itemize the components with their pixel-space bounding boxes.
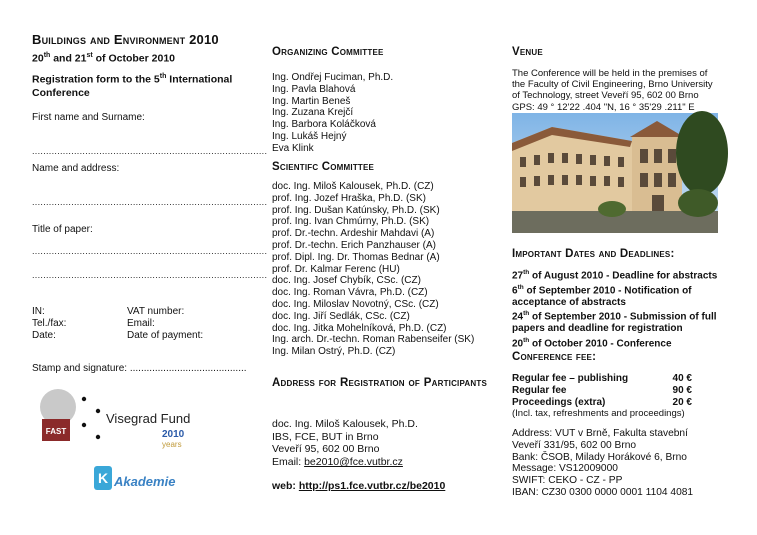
conference-title: Buildings and Environment 2010	[32, 32, 219, 47]
d-num: 27	[512, 270, 524, 282]
organizing-member: Eva Klink	[272, 142, 314, 154]
scientific-member: prof. Dr.-techn. Erich Panzhauser (A)	[272, 239, 436, 251]
scientific-committee-list	[272, 181, 474, 358]
email-link[interactable]: be2010@fce.vutbr.cz	[304, 456, 403, 468]
fee-amount: 40 €	[672, 373, 692, 384]
fee-row	[512, 373, 692, 385]
organizing-member: Ing. Martin Beneš	[272, 95, 351, 107]
scientific-member: prof. Ing. Dušan Katúnsky, Ph.D. (SK)	[272, 204, 440, 216]
fee-heading: Conference fee:	[512, 351, 597, 363]
email-prefix: Email:	[272, 456, 305, 468]
scientific-member: doc. Ing. Jitka Mohelníková, Ph.D. (CZ)	[272, 322, 447, 334]
fee-note: (Incl. tax, refreshments and proceedings)	[512, 408, 685, 419]
venue-building-photo	[512, 113, 718, 233]
organizing-committee-list	[272, 72, 393, 155]
d-sup: th	[523, 310, 530, 318]
scientific-member: doc. Ing. Jiří Sedlák, CSc. (CZ)	[272, 310, 410, 322]
scientific-member: doc. Ing. Roman Vávra, Ph.D. (CZ)	[272, 287, 428, 299]
organizing-member: Ing. Lukáš Hejný	[272, 130, 347, 142]
address-line: doc. Ing. Miloš Kalousek, Ph.D.	[272, 418, 418, 430]
akademie-text: Akademie	[114, 474, 176, 489]
scientific-member: prof. Ing. Jozef Hraška, Ph.D. (SK)	[272, 192, 426, 204]
web-link[interactable]: http://ps1.fce.vutbr.cz/be2010	[298, 480, 446, 492]
visegrad-fund-text: Visegrad Fund	[106, 411, 191, 426]
visegrad-year-text: 2010	[162, 429, 185, 440]
vat-label: VAT number:	[127, 306, 185, 317]
name-input-line[interactable]: ....................................................................................	[32, 146, 268, 156]
payment-label: Date of payment:	[127, 329, 204, 341]
registration-heading	[32, 70, 252, 100]
d-num: 24	[512, 311, 524, 323]
gps-text: GPS: 49 ° 12'22 .404 "N, 16 ° 35'29 .211" E	[512, 102, 695, 113]
fee-amount: 90 €	[672, 384, 692, 396]
dates-heading: Important Dates and Deadlines:	[512, 248, 675, 260]
reg-part: International Conference	[32, 73, 233, 99]
organizing-member: Ing. Zuzana Krejčí	[272, 107, 354, 119]
svg-text:K: K	[98, 470, 109, 486]
scientific-member: doc. Ing. Miloš Kalousek, Ph.D. (CZ)	[272, 181, 434, 192]
scientific-member: doc. Ing. Josef Chybík, CSc. (CZ)	[272, 275, 421, 287]
title-input-line-1[interactable]: ....................................................................................	[32, 246, 268, 256]
d-text: of October 2010 - Conference	[529, 338, 672, 350]
reg-part: Registration form to the 5	[32, 73, 160, 86]
organizing-committee-heading: Organizing Committee	[272, 46, 384, 58]
bank-line: Message: VS12009000	[512, 463, 618, 475]
field-name-label: First name and Surname:	[32, 112, 145, 123]
conference-dates	[32, 52, 175, 65]
address-input-line[interactable]: ....................................................................................	[32, 197, 268, 207]
address-line: IBS, FCE, BUT in Brno	[272, 430, 379, 443]
scientific-member: Ing. arch. Dr.-techn. Roman Rabenseifer (SK)	[272, 334, 475, 346]
address-line: Veveří 95, 602 00 Brno	[272, 443, 380, 456]
tel-label: Tel./fax:	[32, 317, 67, 329]
in-label: IN:	[32, 306, 45, 317]
date-item	[512, 308, 730, 335]
payment-fields	[32, 306, 252, 341]
akademie-logo	[94, 462, 184, 494]
date-item	[512, 267, 730, 282]
fast-visegrad-logo	[38, 385, 208, 455]
scientific-member: Ing. Milan Ostrý, Ph.D. (CZ)	[272, 346, 396, 358]
web-line	[272, 480, 445, 492]
date-part: and 21	[50, 52, 87, 65]
scientific-member: prof. Dr.-techn. Ardeshir Mahdavi (A)	[272, 228, 435, 240]
visegrad-years-text: years	[162, 440, 182, 449]
bank-line: Address: VUT v Brně, Fakulta stavební	[512, 428, 688, 439]
d-sup: th	[523, 336, 530, 344]
scientific-member: prof. Ing. Ivan Chmúrny, Ph.D. (SK)	[272, 216, 430, 228]
stamp-signature: Stamp and signature: ..........................................	[32, 363, 247, 374]
organizing-member: Ing. Ondřej Fuciman, Ph.D.	[272, 72, 394, 83]
fee-label: Regular fee – publishing	[512, 373, 629, 384]
bank-line: Bank: ČSOB, Milady Horákové 6, Brno	[512, 451, 687, 463]
field-address-label: Name and address:	[32, 163, 120, 174]
bank-line: Veveří 331/95, 602 00 Brno	[512, 439, 637, 451]
fee-amount: 20 €	[672, 396, 692, 408]
email-line	[272, 456, 403, 468]
d-text: of September 2010 - Submission of full papers and deadline for registration	[512, 311, 717, 335]
email-label: Email:	[127, 317, 155, 329]
date-sup: th	[43, 52, 51, 59]
visegrad-dots-icon	[82, 397, 100, 439]
address-lines	[272, 418, 418, 456]
fast-logo-text: FAST	[45, 427, 67, 436]
date-part: of October 2010	[92, 52, 175, 65]
bank-line: IBAN: CZ30 0300 0000 0001 1104 4081	[512, 486, 694, 498]
scientific-committee-heading: Scientifc Committee	[272, 161, 375, 173]
dates-list	[512, 267, 730, 350]
field-title-label: Title of paper:	[32, 224, 93, 235]
fee-list	[512, 373, 692, 408]
date-label: Date:	[32, 329, 56, 341]
scientific-member: prof. Dr. Kalmar Ferenc (HU)	[272, 263, 400, 275]
fee-row	[512, 385, 692, 397]
web-prefix: web:	[272, 480, 299, 492]
venue-heading: Venue	[512, 46, 543, 58]
bank-details	[512, 428, 693, 499]
date-item	[512, 282, 730, 309]
d-sup: th	[523, 269, 530, 276]
organizing-member: Ing. Barbora Koláčková	[272, 119, 376, 131]
venue-text: The Conference will be held in the premises of the Faculty of Civil Engineering, Brno University of Technology, street Veveří 95, 602 00 Brno	[512, 68, 713, 102]
d-num: 20	[512, 338, 524, 350]
fast-logo-icon	[40, 389, 76, 441]
bank-line: SWIFT: CEKO - CZ - PP	[512, 475, 623, 487]
address-heading: Address for Registration of Participants	[272, 377, 487, 389]
organizing-member: Ing. Pavla Blahová	[272, 83, 356, 95]
date-item	[512, 335, 730, 350]
d-sup: th	[517, 283, 524, 291]
d-text: of September 2010 - Notification of acceptance of abstracts	[512, 285, 692, 308]
fee-label: Proceedings (extra)	[512, 396, 606, 408]
fee-label: Regular fee	[512, 384, 567, 396]
title-input-line-2[interactable]: ....................................................................................	[32, 270, 268, 280]
d-num: 6	[512, 285, 518, 297]
reg-sup: th	[159, 73, 167, 80]
date-part: 20	[32, 52, 44, 65]
fee-row	[512, 397, 692, 409]
scientific-member: doc. Ing. Miloslav Novotný, CSc. (CZ)	[272, 298, 439, 310]
date-sup: st	[86, 52, 93, 59]
d-text: of August 2010 - Deadline for abstracts	[529, 270, 718, 282]
scientific-member: prof. Dipl. Ing. Dr. Thomas Bednar (A)	[272, 251, 440, 263]
